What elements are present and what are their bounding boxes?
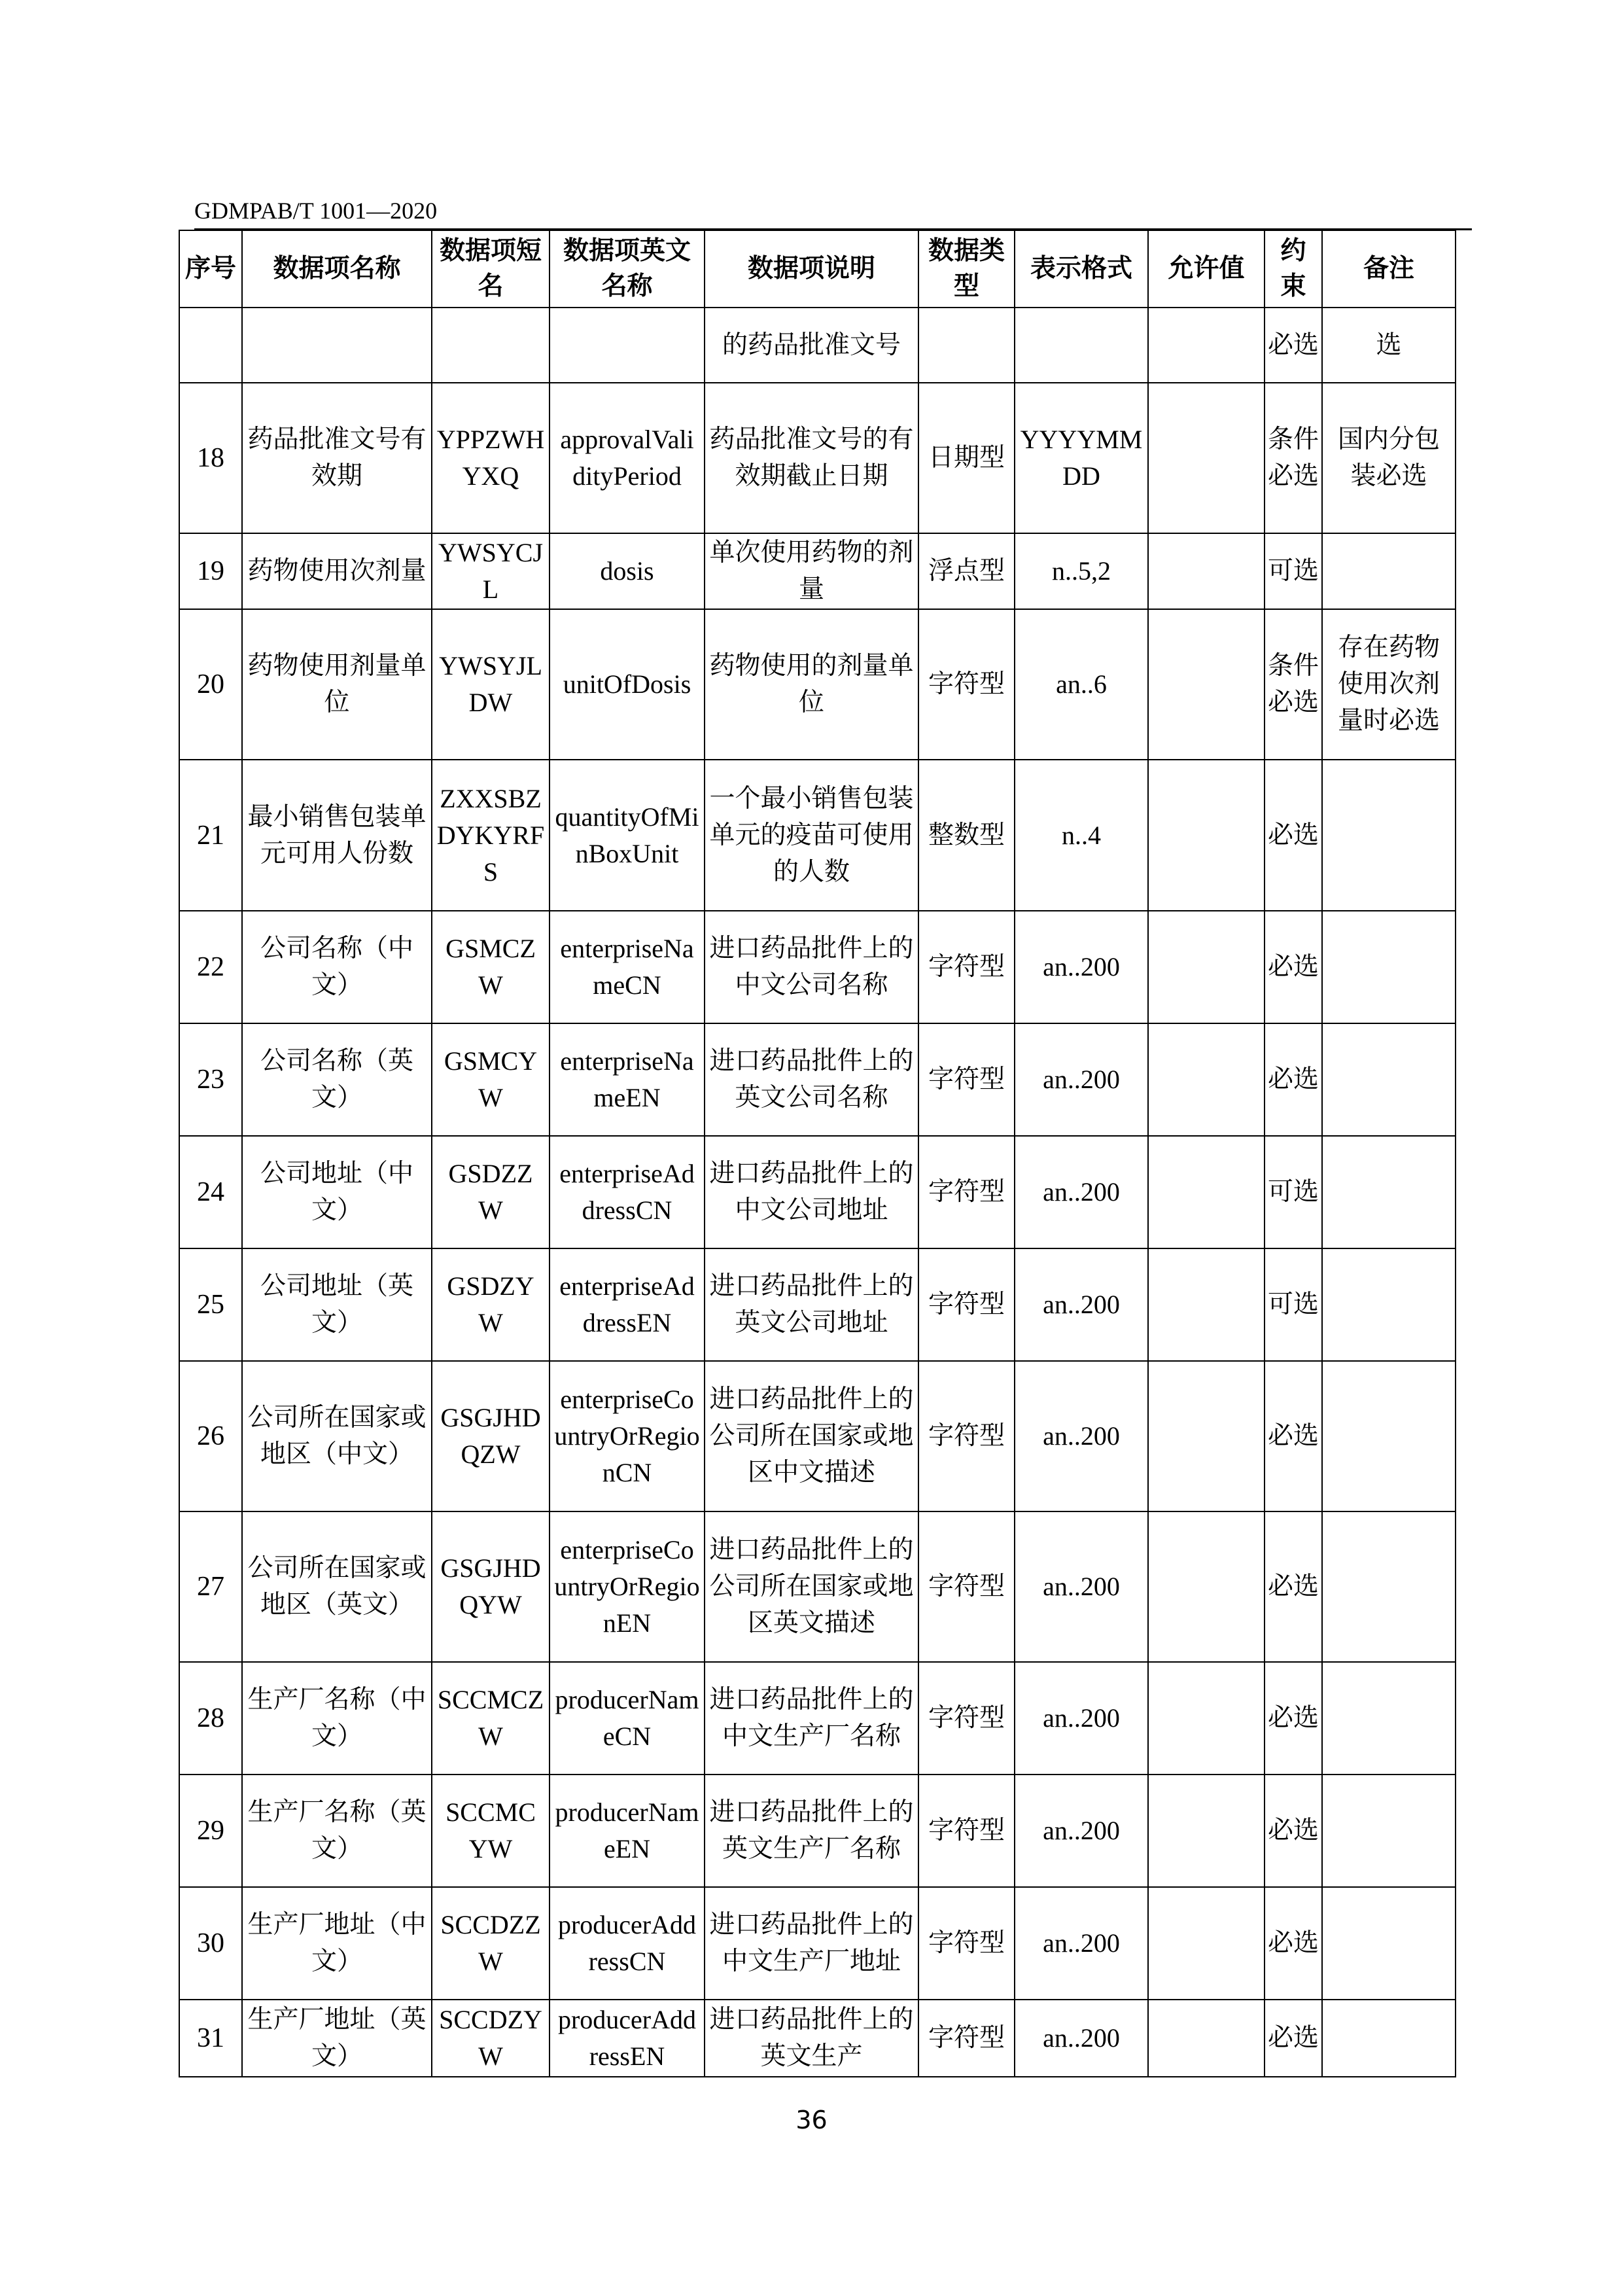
cell-short-name: GSDZYW [432,1248,550,1361]
cell-constraint: 必选 [1265,1023,1322,1136]
cell-english-name: enterpriseCountryOrRegionEN [550,1511,705,1662]
cell-short-name: YPPZWHYXQ [432,383,550,533]
cell-note: 选 [1322,308,1456,383]
cell-english-name: producerAddressEN [550,2000,705,2077]
cell-no: 30 [179,1887,242,2000]
table-row [179,609,1456,760]
cell-name: 药物使用剂量单位 [242,609,432,760]
cell-format: an..6 [1015,609,1148,760]
cell-constraint: 条件必选 [1265,383,1322,533]
cell-constraint: 必选 [1265,308,1322,383]
table-row [179,760,1456,911]
cell-no: 28 [179,1662,242,1775]
cell-name: 生产厂地址（中文） [242,1887,432,2000]
cell-name: 公司地址（英文） [242,1248,432,1361]
cell-allowed-values [1148,911,1265,1023]
cell-format: an..200 [1015,1775,1148,1887]
cell-english-name [550,308,705,383]
table-row [179,383,1456,533]
cell-note [1322,1023,1456,1136]
table-header [179,230,1456,308]
table-row [179,533,1456,609]
cell-short-name: GSGJHDQZW [432,1361,550,1511]
cell-description: 进口药品批件上的英文生产厂名称 [705,1775,918,1887]
cell-note [1322,1248,1456,1361]
cell-allowed-values [1148,1136,1265,1248]
cell-english-name: approvalValidityPeriod [550,383,705,533]
cell-note: 存在药物使用次剂量时必选 [1322,609,1456,760]
cell-allowed-values [1148,609,1265,760]
header-format: 表示格式 [1015,230,1148,308]
cell-constraint: 必选 [1265,1887,1322,2000]
cell-short-name: YWSYJLDW [432,609,550,760]
table-row [179,1511,1456,1662]
table-row [179,1136,1456,1248]
cell-allowed-values [1148,383,1265,533]
document-code: GDMPAB/T 1001—2020 [194,198,438,224]
cell-constraint: 可选 [1265,1136,1322,1248]
cell-data-type: 字符型 [918,1662,1015,1775]
cell-short-name: SCCMCYW [432,1775,550,1887]
cell-no: 31 [179,2000,242,2077]
cell-short-name: GSMCZW [432,911,550,1023]
cell-no: 18 [179,383,242,533]
cell-name: 生产厂名称（中文） [242,1662,432,1775]
table-body [179,308,1456,2077]
cell-description: 进口药品批件上的公司所在国家或地区中文描述 [705,1361,918,1511]
cell-allowed-values [1148,1775,1265,1887]
cell-english-name: enterpriseAddressEN [550,1248,705,1361]
cell-note [1322,533,1456,609]
cell-constraint: 必选 [1265,2000,1322,2077]
cell-english-name: enterpriseAddressCN [550,1136,705,1248]
cell-allowed-values [1148,533,1265,609]
table-row [179,1662,1456,1775]
cell-format: n..5,2 [1015,533,1148,609]
cell-short-name: GSDZZW [432,1136,550,1248]
cell-format: an..200 [1015,1136,1148,1248]
table-row [179,1887,1456,2000]
header-no: 序号 [179,230,242,308]
cell-name [242,308,432,383]
cell-data-type: 字符型 [918,1136,1015,1248]
cell-data-type: 字符型 [918,1887,1015,2000]
cell-description: 进口药品批件上的公司所在国家或地区英文描述 [705,1511,918,1662]
cell-description: 进口药品批件上的英文公司名称 [705,1023,918,1136]
cell-constraint: 可选 [1265,1248,1322,1361]
cell-description: 药品批准文号的有效期截止日期 [705,383,918,533]
cell-name: 最小销售包装单元可用人份数 [242,760,432,911]
cell-name: 公司地址（中文） [242,1136,432,1248]
cell-allowed-values [1148,1887,1265,2000]
cell-constraint: 必选 [1265,1511,1322,1662]
header-note: 备注 [1322,230,1456,308]
cell-allowed-values [1148,2000,1265,2077]
cell-constraint: 必选 [1265,1662,1322,1775]
cell-name: 生产厂地址（英文） [242,2000,432,2077]
cell-short-name: GSMCYW [432,1023,550,1136]
cell-description: 进口药品批件上的中文生产厂地址 [705,1887,918,2000]
cell-note [1322,911,1456,1023]
cell-name: 药物使用次剂量 [242,533,432,609]
cell-description: 单次使用药物的剂量 [705,533,918,609]
cell-no: 23 [179,1023,242,1136]
cell-data-type: 字符型 [918,1361,1015,1511]
cell-no: 29 [179,1775,242,1887]
cell-name: 公司所在国家或地区（中文） [242,1361,432,1511]
cell-english-name: enterpriseNameEN [550,1023,705,1136]
cell-name: 公司名称（英文） [242,1023,432,1136]
cell-no: 25 [179,1248,242,1361]
cell-data-type: 字符型 [918,609,1015,760]
cell-format: an..200 [1015,1887,1148,2000]
header-english-name: 数据项英文名称 [550,230,705,308]
cell-description: 进口药品批件上的中文公司名称 [705,911,918,1023]
cell-no: 27 [179,1511,242,1662]
cell-english-name: enterpriseCountryOrRegionCN [550,1361,705,1511]
cell-format: an..200 [1015,2000,1148,2077]
cell-note [1322,1511,1456,1662]
cell-allowed-values [1148,1662,1265,1775]
cell-short-name: SCCMCZW [432,1662,550,1775]
cell-description: 进口药品批件上的英文公司地址 [705,1248,918,1361]
table-row [179,1361,1456,1511]
table-row [179,1023,1456,1136]
cell-data-type: 字符型 [918,1248,1015,1361]
cell-allowed-values [1148,1361,1265,1511]
cell-constraint: 必选 [1265,1775,1322,1887]
cell-english-name: quantityOfMinBoxUnit [550,760,705,911]
table-row [179,1248,1456,1361]
cell-short-name: SCCDZYW [432,2000,550,2077]
cell-name: 药品批准文号有效期 [242,383,432,533]
table-row [179,1775,1456,1887]
cell-constraint: 必选 [1265,760,1322,911]
header-short-name: 数据项短名 [432,230,550,308]
cell-english-name: producerAddressCN [550,1887,705,2000]
cell-english-name: unitOfDosis [550,609,705,760]
cell-data-type: 浮点型 [918,533,1015,609]
cell-description: 的药品批准文号 [705,308,918,383]
cell-format: n..4 [1015,760,1148,911]
cell-no: 26 [179,1361,242,1511]
header-data-type: 数据类型 [918,230,1015,308]
cell-format [1015,308,1148,383]
cell-no: 24 [179,1136,242,1248]
cell-note [1322,1136,1456,1248]
cell-data-type [918,308,1015,383]
cell-allowed-values [1148,1023,1265,1136]
cell-data-type: 字符型 [918,1775,1015,1887]
cell-short-name: YWSYCJL [432,533,550,609]
cell-description: 进口药品批件上的英文生产 [705,2000,918,2077]
cell-constraint: 必选 [1265,1361,1322,1511]
cell-description: 一个最小销售包装单元的疫苗可使用的人数 [705,760,918,911]
cell-no: 19 [179,533,242,609]
cell-english-name: dosis [550,533,705,609]
cell-format: an..200 [1015,1511,1148,1662]
cell-format: an..200 [1015,1662,1148,1775]
cell-allowed-values [1148,1248,1265,1361]
cell-data-type: 整数型 [918,760,1015,911]
cell-allowed-values [1148,1511,1265,1662]
cell-allowed-values [1148,308,1265,383]
table-row [179,308,1456,383]
cell-short-name: ZXXSBZDYKYRFS [432,760,550,911]
cell-note [1322,2000,1456,2077]
cell-constraint: 条件必选 [1265,609,1322,760]
cell-note [1322,760,1456,911]
header-name: 数据项名称 [242,230,432,308]
cell-note [1322,1662,1456,1775]
header-row [179,230,1456,308]
cell-allowed-values [1148,760,1265,911]
cell-no: 20 [179,609,242,760]
cell-format: an..200 [1015,1361,1148,1511]
cell-english-name: enterpriseNameCN [550,911,705,1023]
cell-data-type: 日期型 [918,383,1015,533]
cell-name: 生产厂名称（英文） [242,1775,432,1887]
cell-format: an..200 [1015,1023,1148,1136]
data-item-table [179,230,1456,2077]
cell-data-type: 字符型 [918,911,1015,1023]
cell-short-name: GSGJHDQYW [432,1511,550,1662]
cell-data-type: 字符型 [918,1023,1015,1136]
cell-constraint: 必选 [1265,911,1322,1023]
cell-format: YYYYMMDD [1015,383,1148,533]
cell-data-type: 字符型 [918,1511,1015,1662]
cell-description: 药物使用的剂量单位 [705,609,918,760]
cell-short-name: SCCDZZW [432,1887,550,2000]
cell-no: 22 [179,911,242,1023]
cell-data-type: 字符型 [918,2000,1015,2077]
cell-note: 国内分包装必选 [1322,383,1456,533]
cell-name: 公司所在国家或地区（英文） [242,1511,432,1662]
cell-format: an..200 [1015,1248,1148,1361]
table-row [179,911,1456,1023]
header-constraint: 约束 [1265,230,1322,308]
cell-description: 进口药品批件上的中文生产厂名称 [705,1662,918,1775]
cell-no [179,308,242,383]
cell-name: 公司名称（中文） [242,911,432,1023]
cell-note [1322,1887,1456,2000]
cell-format: an..200 [1015,911,1148,1023]
cell-note [1322,1775,1456,1887]
header-allowed-values: 允许值 [1148,230,1265,308]
header-description: 数据项说明 [705,230,918,308]
cell-note [1322,1361,1456,1511]
cell-short-name [432,308,550,383]
cell-english-name: producerNameEN [550,1775,705,1887]
cell-description: 进口药品批件上的中文公司地址 [705,1136,918,1248]
cell-no: 21 [179,760,242,911]
cell-constraint: 可选 [1265,533,1322,609]
table-row [179,2000,1456,2077]
page-number: 36 [795,2106,828,2134]
cell-english-name: producerNameCN [550,1662,705,1775]
